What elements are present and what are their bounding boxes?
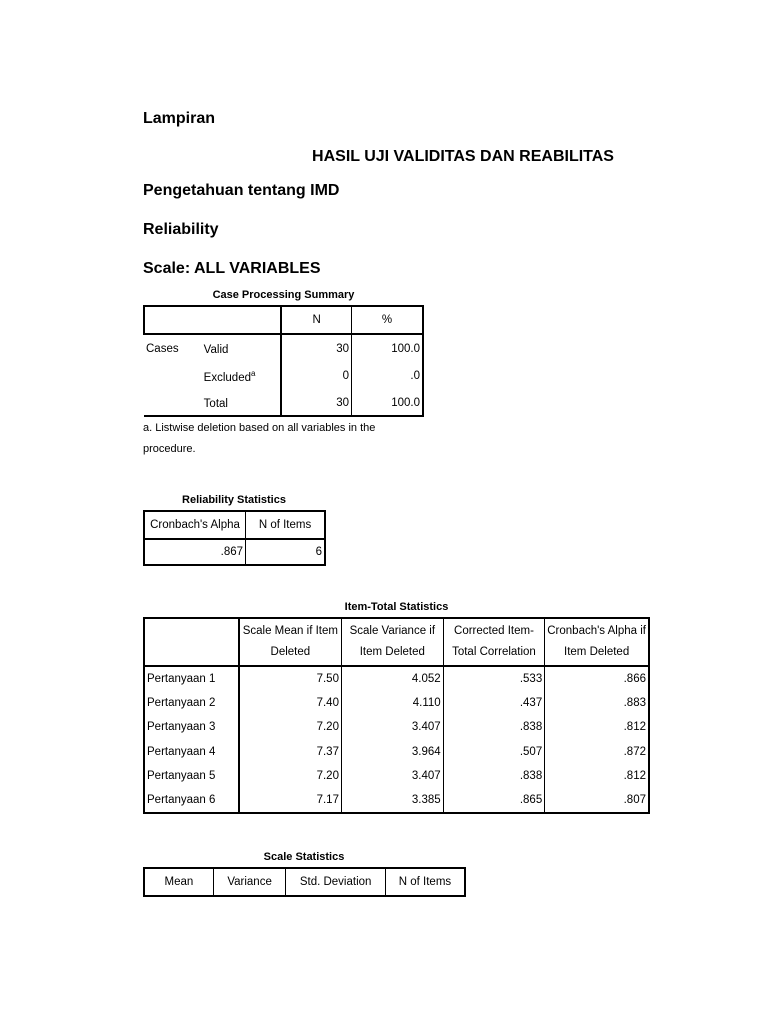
footnote-line-2: procedure. [143,443,196,455]
cronbach-alpha-value: .867 [144,539,246,565]
item-value: 7.37 [239,740,342,765]
scale-stats-table [143,867,466,897]
header-cronbach-alpha: Cronbach's Alpha [144,511,246,539]
item-label: Pertanyaan 1 [144,666,239,691]
table-row [144,715,649,740]
valid-pct: 100.0 [352,334,423,362]
case-processing-caption: Case Processing Summary [212,289,355,301]
valid-n: 30 [281,334,351,362]
table-row [144,789,649,814]
item-value: 7.50 [239,666,342,691]
reliability-stats-caption: Reliability Statistics [182,494,286,506]
item-value: 7.20 [239,715,342,740]
n-of-items-value: 6 [246,539,325,565]
header-corrected-item: Corrected Item- Total Correlation [443,618,545,666]
item-value: 7.40 [239,691,342,716]
item-value: 7.17 [239,789,342,814]
table-row [144,740,649,765]
excluded-n: 0 [281,362,351,390]
item-value: .812 [545,715,649,740]
item-value: .866 [545,666,649,691]
item-value: 3.407 [341,764,443,789]
main-title: HASIL UJI VALIDITAS DAN REABILITAS [312,148,614,165]
item-label: Pertanyaan 3 [144,715,239,740]
item-value: 3.964 [341,740,443,765]
table-row [144,666,649,691]
header-std-deviation: Std. Deviation [286,868,386,896]
topic-heading: Pengetahuan tentang IMD [143,182,340,199]
header-n-of-items: N of Items [246,511,325,539]
total-n: 30 [281,390,351,416]
item-value: .507 [443,740,545,765]
header-scale-mean: Scale Mean if Item Deleted [239,618,342,666]
reliability-stats-table [143,510,326,566]
footnote-line-1: a. Listwise deletion based on all variables in the [143,422,376,434]
item-value: .883 [545,691,649,716]
total-pct: 100.0 [352,390,423,416]
item-value: .872 [545,740,649,765]
scale-stats-caption: Scale Statistics [263,851,345,863]
reliability-heading: Reliability [143,221,219,238]
header-n: N [281,306,351,334]
row-label: Total [202,390,282,416]
excluded-pct: .0 [352,362,423,390]
item-total-table [143,617,650,814]
row-label: Excluded$^a$ [202,362,282,390]
scale-heading: Scale: ALL VARIABLES [143,260,321,277]
case-processing-table [143,305,424,417]
item-label: Pertanyaan 2 [144,691,239,716]
item-value: .533 [443,666,545,691]
item-value: 7.20 [239,764,342,789]
header-blank [144,618,239,666]
item-value: 4.052 [341,666,443,691]
header-blank [202,306,282,334]
header-blank [144,306,202,334]
item-label: Pertanyaan 6 [144,789,239,814]
header-cronbach-if-deleted: Cronbach's Alpha if Item Deleted [545,618,649,666]
header-variance: Variance [213,868,286,896]
item-value: .812 [545,764,649,789]
row-label: Valid [202,334,282,362]
header-percent: % [352,306,423,334]
item-label: Pertanyaan 5 [144,764,239,789]
item-value: 3.385 [341,789,443,814]
item-value: 4.110 [341,691,443,716]
item-label: Pertanyaan 4 [144,740,239,765]
item-value: 3.407 [341,715,443,740]
item-value: .437 [443,691,545,716]
lampiran-heading: Lampiran [143,110,216,127]
header-scale-variance: Scale Variance if Item Deleted [341,618,443,666]
table-row [144,691,649,716]
table-row [144,764,649,789]
item-value: .838 [443,715,545,740]
item-total-caption: Item-Total Statistics [344,601,449,613]
header-n-of-items: N of Items [385,868,465,896]
header-mean: Mean [144,868,213,896]
item-value: .807 [545,789,649,814]
item-value: .865 [443,789,545,814]
item-value: .838 [443,764,545,789]
cases-label: Cases [146,342,179,355]
